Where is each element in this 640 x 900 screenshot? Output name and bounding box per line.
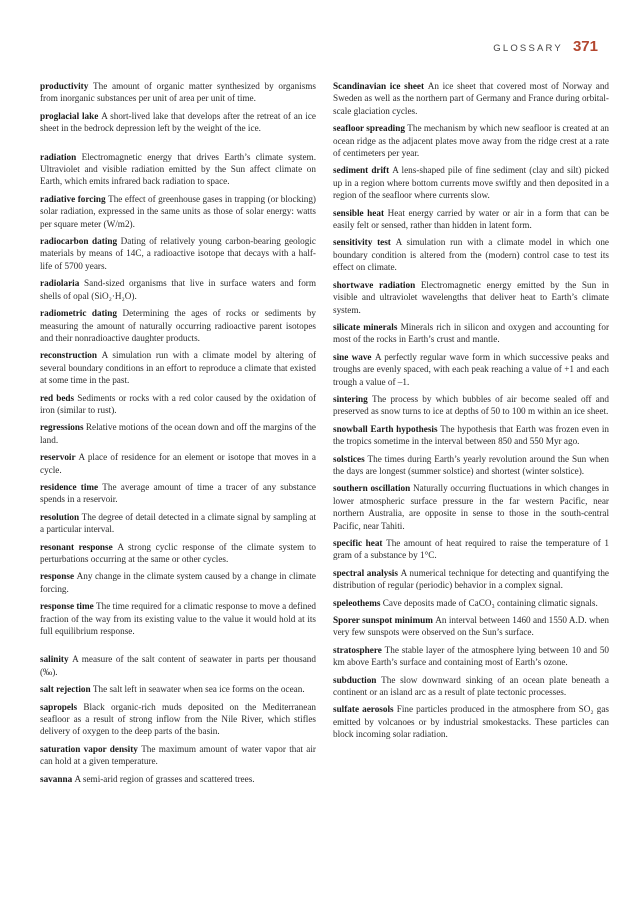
entry-term: resonant response [40, 541, 113, 552]
entry-term: subduction [333, 674, 377, 685]
glossary-entry [40, 193, 316, 230]
section-label: GLOSSARY [493, 43, 563, 54]
entry-definition: Sediments or rocks with a red color caused by the oxidation of iron (similar to rust). [40, 392, 316, 415]
entry-definition: The average amount of time a tracer of any substance spends in a reservoir. [40, 481, 316, 505]
entry-definition: Electromagnetic energy emitted by the Sun in visible and ultraviolet wavelengths that deliver heat to Earth’s climate system. [333, 279, 609, 315]
entry-definition: Relative motions of the ocean down and off the margins of the land. [40, 422, 316, 445]
entry-definition: Black organic-rich muds deposited on the Mediterranean seafloor as a result of strong inflow from the Nile River, which stifles delivery of oxygen to the deep parts of the basin. [40, 701, 316, 737]
entry-term: silicate minerals [333, 321, 398, 332]
entry-term: seafloor spreading [333, 123, 405, 134]
entry-term: reconstruction [40, 350, 97, 361]
entry-definition: Minerals rich in silicon and oxygen and accounting for most of the rocks in Earth’s crust and mantle. [333, 321, 609, 345]
glossary-entry [40, 743, 316, 768]
entry-definition: Electromagnetic energy that drives Earth’s climate system. Ultraviolet and visible radiation emitted by the Sun affect climate on Earth, which emits infrared back radiation to space. [40, 151, 316, 187]
entry-term: radiocarbon dating [40, 236, 118, 247]
entry-term: Scandinavian ice sheet [333, 81, 425, 91]
glossary-entry [333, 567, 609, 592]
entry-term: proglacial lake [40, 110, 99, 121]
entry-term: productivity [40, 81, 89, 91]
right-column [333, 80, 609, 746]
entry-term: radiolaria [40, 278, 80, 289]
entry-definition: Sand-sized organisms that live in surface waters and form shells of opal (SiO₂·H₂O). [40, 278, 316, 301]
entry-definition: A numerical technique for detecting and quantifying the distribution of regular (periodic) behavior in a complex signal. [333, 567, 609, 591]
entry-definition: An interval between 1460 and 1550 A.D. when very few sunspots were observed on the Sun’s surface. [333, 615, 610, 638]
glossary-entry [333, 614, 609, 639]
entry-definition: Naturally occurring fluctuations in which changes in lower atmospheric surface pressure in the far western Pacific, near northern Australia, are opposite in sense to those in the south-central Pacific, near Tahiti. [333, 483, 610, 531]
glossary-entry [40, 80, 316, 105]
glossary-entry [40, 151, 316, 188]
glossary-entry [40, 110, 316, 135]
entry-term: resolution [40, 511, 80, 522]
entry-definition: A simulation run with a climate model in which one boundary condition is altered from the (modern) control case to test its effect on climate. [333, 237, 610, 273]
entry-definition: The stable layer of the atmosphere lying between 10 and 50 km above Earth’s surface and containing most of Earth’s ozone. [333, 644, 610, 668]
glossary-entry [333, 703, 609, 740]
entry-term: sediment drift [333, 165, 390, 176]
entry-definition: The process by which bubbles of air become sealed off and preserved as snow turns to ice at depths of 50 to 100 m within an ice sheet. [333, 393, 609, 417]
entry-definition: A simulation run with a climate model by altering of several boundary conditions in an effort to reproduce a climate that existed at some time in the past. [40, 350, 317, 386]
glossary-entry [40, 511, 316, 536]
entry-term: regressions [40, 422, 84, 433]
entry-term: speleothems [333, 597, 381, 608]
entry-definition: A short-lived lake that develops after the retreat of an ice sheet in the bedrock depression left by the weight of the ice. [40, 110, 316, 134]
glossary-entry [333, 644, 609, 669]
glossary-entry [40, 307, 316, 344]
entry-term: salt rejection [40, 684, 91, 695]
glossary-entry [333, 236, 609, 273]
glossary-entry [40, 683, 316, 695]
entry-term: sulfate aerosols [333, 704, 394, 715]
glossary-entry [40, 570, 316, 595]
entry-definition: The times during Earth’s yearly revolution around the Sun when the days are longest (summer solstice) and shortest (winter solstice). [333, 453, 610, 476]
entry-term: spectral analysis [333, 567, 398, 578]
entry-term: residence time [40, 481, 99, 492]
glossary-entry [40, 541, 316, 566]
entry-term: sensible heat [333, 207, 385, 218]
entry-definition: A measure of the salt content of seawater in parts per thousand (‰). [40, 654, 316, 677]
entry-definition: The maximum amount of water vapor that air can hold at a given temperature. [40, 743, 316, 767]
entry-term: response time [40, 601, 94, 612]
glossary-entry [40, 421, 316, 446]
glossary-entry [333, 351, 609, 388]
entry-definition: The amount of organic matter synthesized by organisms from inorganic substances per unit of area per unit of time. [40, 81, 317, 104]
entry-term: sine wave [333, 351, 372, 362]
entry-definition: The degree of detail detected in a climate signal by sampling at a particular interval. [40, 511, 317, 535]
glossary-entry [40, 451, 316, 476]
entry-definition: Heat energy carried by water or air in a form that can be easily felt or sensed, rather than hidden in latent form. [333, 207, 610, 231]
entry-term: radiation [40, 151, 77, 162]
entry-definition: The mechanism by which new seafloor is created at an ocean ridge as the adjacent plates move away from the ridge crest at a rate of centimeters per year. [333, 123, 609, 159]
glossary-entry [333, 482, 609, 532]
entry-term: specific heat [333, 538, 383, 548]
glossary-entry [333, 164, 609, 201]
entry-term: shortwave radiation [333, 279, 416, 290]
glossary-entry [333, 453, 609, 478]
glossary-entry [333, 122, 609, 159]
entry-term: saturation vapor density [40, 743, 138, 754]
entry-term: red beds [40, 392, 75, 403]
glossary-entry [40, 392, 316, 417]
running-header [493, 38, 598, 55]
glossary-entry [40, 600, 316, 637]
glossary-entry [333, 393, 609, 418]
glossary-entry [40, 653, 316, 678]
entry-term: sintering [333, 393, 368, 404]
entry-definition: A strong cyclic response of the climate system to perturbations occurring at the same or other cycles. [40, 541, 317, 564]
entry-definition: Any change in the climate system caused by a change in climate forcing. [40, 571, 316, 594]
entry-term: reservoir [40, 452, 76, 463]
entry-term: sensitivity test [333, 237, 391, 248]
entry-definition: A place of residence for an element or isotope that moves in a cycle. [40, 452, 316, 475]
glossary-entry [333, 279, 609, 316]
page-number: 371 [572, 38, 598, 55]
entry-definition: Fine particles produced in the atmosphere from SO₂ gas emitted by volcanoes or by industrial smokestacks. These particles can block incoming solar radiation. [333, 704, 609, 740]
entry-term: radiometric dating [40, 308, 117, 319]
entry-definition: A perfectly regular wave form in which successive peaks and troughs are evenly spaced, with each peak reaching a value of +1 and each trough a value of –1. [333, 351, 610, 387]
entry-term: southern oscillation [333, 483, 411, 494]
glossary-entry [40, 481, 316, 506]
glossary-entry [333, 674, 609, 699]
glossary-entry [40, 277, 316, 302]
entry-definition: Determining the ages of rocks or sediments by measuring the amount of naturally occurring radioactive parent isotopes and their nonradioactive daughter products. [40, 308, 317, 343]
entry-term: salinity [40, 654, 69, 665]
entry-term: Sporer sunspot minimum [333, 615, 433, 626]
glossary-entry [333, 597, 609, 609]
entry-definition: A semi-arid region of grasses and scattered trees. [74, 773, 255, 784]
glossary-entry [333, 207, 609, 232]
entry-term: radiative forcing [40, 193, 106, 204]
entry-definition: The time required for a climatic response to move a defined fraction of the way from its existing value to the value it would hold at its full equilibrium response. [40, 601, 317, 637]
entry-term: snowball Earth hypothesis [333, 423, 438, 434]
glossary-entry [333, 80, 609, 117]
glossary-entry [333, 423, 609, 448]
entry-definition: The effect of greenhouse gases in trapping (or blocking) solar radiation, expressed in the same units as those of solar energy: watts per square meter (W/m2). [40, 193, 316, 229]
entry-term: savanna [40, 773, 73, 784]
entry-term: solstices [333, 453, 365, 464]
entry-definition: The hypothesis that Earth was frozen even in the tropics sometime in the interval between 850 and 550 Myr ago. [333, 423, 610, 447]
entry-definition: A lens-shaped pile of fine sediment (clay and silt) picked up in a region where bottom currents move swiftly and then deposited in a region of the seafloor where currents slow. [333, 165, 610, 201]
entry-term: response [40, 571, 75, 582]
glossary-entry [40, 235, 316, 272]
entry-definition: The amount of heat required to raise the temperature of 1 gram of a substance by 1°C. [333, 538, 609, 561]
entry-definition: The slow downward sinking of an ocean plate beneath a continent or an island arc as a result of plate tectonic processes. [333, 674, 609, 698]
entry-definition: The salt left in seawater when sea ice forms on the ocean. [92, 684, 305, 695]
glossary-entry [333, 537, 609, 562]
entry-term: sapropels [40, 701, 78, 712]
glossary-entry [40, 701, 316, 738]
entry-term: stratosphere [333, 644, 382, 655]
glossary-entry [333, 321, 609, 346]
entry-definition: Cave deposits made of CaCO₃ containing climatic signals. [382, 597, 598, 608]
glossary-entry [40, 349, 316, 386]
left-column [40, 80, 316, 790]
glossary-entry [40, 773, 316, 785]
entry-definition: Dating of relatively young carbon-bearing geologic materials by means of 14C, a radioactive isotope that decays with a half-life of 5700 years. [40, 236, 317, 271]
entry-definition: An ice sheet that covered most of Norway and Sweden as well as the northern part of Germany and France during orbital-scale glaciation cycles. [333, 81, 610, 116]
